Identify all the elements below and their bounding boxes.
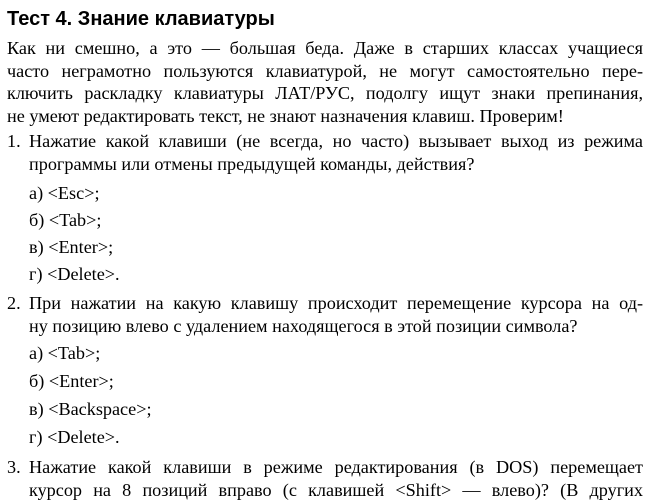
intro-line: часто неграмотно пользуются клавиатурой, не могут самостоятельно пере- xyxy=(7,60,643,81)
answer-option-c: в) <Enter>; xyxy=(29,237,114,257)
page-title: Тест 4. Знание клавиатуры xyxy=(7,8,275,30)
intro-line: Как ни смешно, а это — большая беда. Даже в старших классах учащиеся xyxy=(7,38,643,58)
intro-paragraph xyxy=(7,37,643,127)
answer-option-a: а) <Esc>; xyxy=(29,183,100,203)
question-number: 3. xyxy=(7,457,21,477)
question-text-line: Нажатие какой клавиши в режиме редактирования (в DOS) перемещает xyxy=(29,457,643,477)
question-text-line: Нажатие какой клавиши (не всегда, но часто) вызывает выход из режима xyxy=(29,131,643,151)
question-3 xyxy=(7,456,643,501)
question-2 xyxy=(7,292,643,337)
answer-option-c: в) <Backspace>; xyxy=(29,399,152,419)
answer-option-b: б) <Enter>; xyxy=(29,371,114,391)
question-text-line: курсор на 8 позиций вправо (с клавишей <Shift> — влево)? (В других xyxy=(29,479,643,500)
question-text-line: ну позицию влево с удалением находящегося в этой позиции символа? xyxy=(29,315,578,336)
question-text-line: При нажатии на какую клавишу происходит перемещение курсора на од- xyxy=(29,293,643,313)
answer-option-d: г) <Delete>. xyxy=(29,264,120,284)
answer-option-d: г) <Delete>. xyxy=(29,427,120,447)
answer-option-a: а) <Tab>; xyxy=(29,343,101,363)
question-number: 1. xyxy=(7,131,21,151)
answer-option-b: б) <Tab>; xyxy=(29,210,102,230)
intro-line: ключить раскладку клавиатуры ЛАТ/РУС, подолгу ищут знаки препинания, xyxy=(7,83,643,104)
intro-line: не умеют редактировать текст, не знают назначения клавиш. Проверим! xyxy=(7,105,564,126)
question-1 xyxy=(7,130,643,175)
question-text-line: программы или отмены предыдущей команды, действия? xyxy=(29,153,475,174)
question-number: 2. xyxy=(7,293,21,313)
